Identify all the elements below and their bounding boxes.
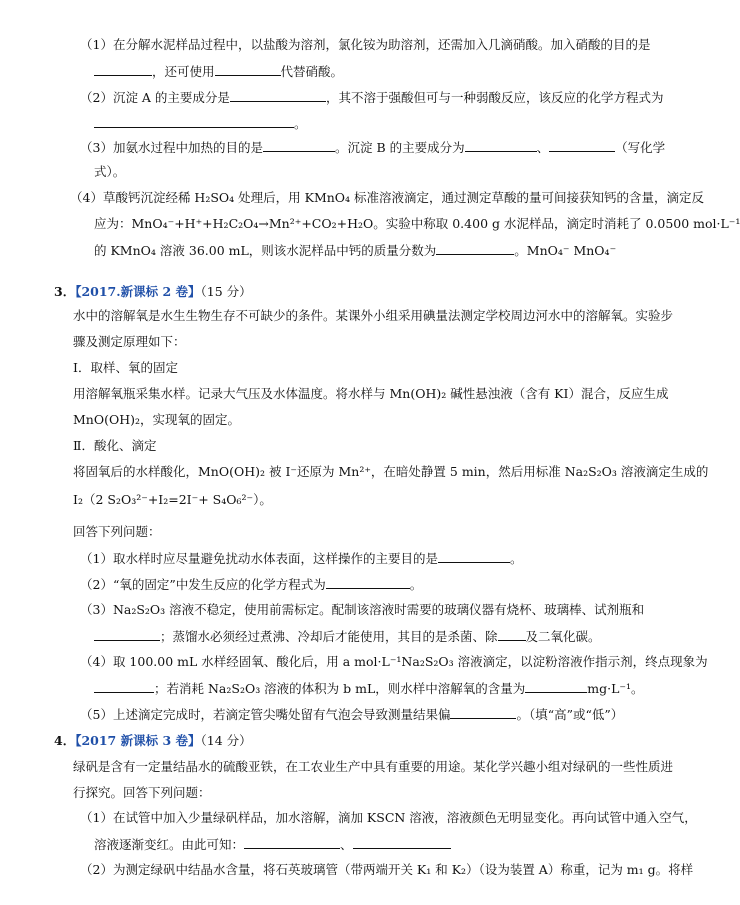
- q2-sub3-line2: 式）。: [94, 164, 126, 179]
- answer-blank[interactable]: [94, 63, 152, 76]
- q3-sub1: （1）取水样时应尽量避免扰动水体表面，这样操作的主要目的是 。: [80, 551, 523, 566]
- q2-sub3-line1: （3）加氨水过程中加热的目的是 。沉淀 B 的主要成分为 、 （写化学: [80, 140, 666, 155]
- answer-blank[interactable]: [94, 628, 160, 641]
- q2-sub2-line1: （2）沉淀 A 的主要成分是 ，其不溶于强酸但可与一种弱酸反应，该反应的化学方程式为: [80, 90, 664, 105]
- q3-step1-title: Ⅰ．取样、氧的固定: [73, 360, 178, 375]
- answer-blank[interactable]: [263, 139, 335, 152]
- q4-sub1-line1: （1）在试管中加入少量绿矾样品，加水溶解，滴加 KSCN 溶液，溶液颜色无明显变化。再向试管中通入空气，: [80, 810, 697, 825]
- answer-blank[interactable]: [326, 576, 410, 589]
- q3-step2-line1: 将固氧后的水样酸化，MnO(OH)₂ 被 I⁻还原为 Mn²⁺，在暗处静置 5 min，然后用标准 Na₂S₂O₃ 溶液滴定生成的: [73, 464, 709, 479]
- q3-intro-line1: 水中的溶解氧是水生生物生存不可缺少的条件。某课外小组采用碘量法测定学校周边河水中的溶解氧。实验步: [73, 308, 674, 323]
- source-tag: 【2017 新课标 3 卷】: [75, 733, 201, 748]
- q3-sub4-line1: （4）取 100.00 mL 水样经固氧、酸化后，用 a mol·L⁻¹Na₂S₂O₃ 溶液滴定，以淀粉溶液作指示剂，终点现象为: [80, 654, 708, 669]
- source-tag: 【2017.新课标 2 卷】: [75, 284, 201, 299]
- q3-sub3-line2: ；蒸馏水必须经过煮沸、冷却后才能使用，其目的是杀菌、除 及二氧化碳。: [94, 628, 601, 645]
- q3-sub4-line2: ；若消耗 Na₂S₂O₃ 溶液的体积为 b mL，则水样中溶解氧的含量为 mg·L⁻¹。: [94, 680, 644, 697]
- q4-intro-line1: 绿矾是含有一定量结晶水的硫酸亚铁，在工农业生产中具有重要的用途。某化学兴趣小组对绿矾的一些性质进: [73, 759, 674, 774]
- q2-sub4-line2: 应为：MnO₄⁻+H⁺+H₂C₂O₄→Mn²⁺+CO₂+H₂O。实验中称取 0.400 g 水泥样品，滴定时消耗了 0.0500 mol·L⁻¹: [94, 216, 740, 231]
- q3-intro-line2: 骤及测定原理如下：: [73, 334, 186, 349]
- answer-blank[interactable]: [436, 242, 514, 255]
- answer-blank[interactable]: [230, 89, 326, 102]
- q3-step1-line2: MnO(OH)₂，实现氧的固定。: [73, 412, 241, 427]
- q3-prompt: 回答下列问题：: [73, 524, 161, 539]
- q3-step2-line2: I₂（2 S₂O₃²⁻+I₂=2I⁻+ S₄O₆²⁻）。: [73, 492, 272, 507]
- answer-blank[interactable]: [498, 628, 526, 641]
- q3-sub2: （2）“氧的固定”中发生反应的化学方程式为 。: [80, 577, 423, 592]
- answer-blank[interactable]: [465, 139, 537, 152]
- answer-blank[interactable]: [94, 680, 154, 693]
- answer-blank[interactable]: [438, 550, 510, 563]
- q4-intro-line2: 行探究。回答下列问题：: [73, 785, 211, 800]
- score: （14 分）: [200, 733, 252, 748]
- answer-blank[interactable]: [353, 836, 451, 849]
- q3-sub3-line1: （3）Na₂S₂O₃ 溶液不稳定，使用前需标定。配制该溶液时需要的玻璃仪器有烧杯、玻璃棒、试剂瓶和: [80, 602, 645, 617]
- q3-step2-title: Ⅱ．酸化、滴定: [73, 438, 157, 453]
- q3-step1-line1: 用溶解氧瓶采集水样。记录大气压及水体温度。将水样与 Mn(OH)₂ 碱性悬浊液（含有 KI）混合，反应生成: [73, 386, 669, 401]
- question-3-header: 3．【2017.新课标 2 卷】（15 分）: [54, 284, 252, 299]
- q2-sub4-line1: （4）草酸钙沉淀经稀 H₂SO₄ 处理后，用 KMnO₄ 标准溶液滴定，通过测定草酸的量可间接获知钙的含量，滴定反: [70, 190, 705, 205]
- score: （15 分）: [200, 284, 252, 299]
- q2-sub1-line2: ，还可使用 代替硝酸。: [94, 63, 343, 80]
- question-4-header: 4．【2017 新课标 3 卷】（14 分）: [54, 733, 252, 748]
- answer-blank[interactable]: [549, 139, 615, 152]
- answer-blank[interactable]: [450, 706, 516, 719]
- answer-blank[interactable]: [94, 115, 294, 128]
- q2-sub1-line1: （1）在分解水泥样品过程中，以盐酸为溶剂，氯化铵为助溶剂，还需加入几滴硝酸。加入硝酸的目的是: [80, 37, 651, 52]
- q4-sub2-line1: （2）为测定绿矾中结晶水含量，将石英玻璃管（带两端开关 K₁ 和 K₂）（设为装置 A）称重，记为 m₁ g。将样: [80, 862, 694, 877]
- q3-sub5: （5）上述滴定完成时，若滴定管尖嘴处留有气泡会导致测量结果偏 。（填“高”或“低”）: [80, 707, 624, 722]
- answer-blank[interactable]: [215, 63, 281, 76]
- q2-sub4-line3: 的 KMnO₄ 溶液 36.00 mL，则该水泥样品中钙的质量分数为 。MnO₄⁻ MnO₄⁻: [94, 243, 617, 258]
- q2-sub2-line2: 。: [94, 115, 307, 132]
- answer-blank[interactable]: [244, 836, 340, 849]
- answer-blank[interactable]: [525, 680, 587, 693]
- q4-sub1-line2: 溶液逐渐变红。由此可知： 、: [94, 836, 451, 853]
